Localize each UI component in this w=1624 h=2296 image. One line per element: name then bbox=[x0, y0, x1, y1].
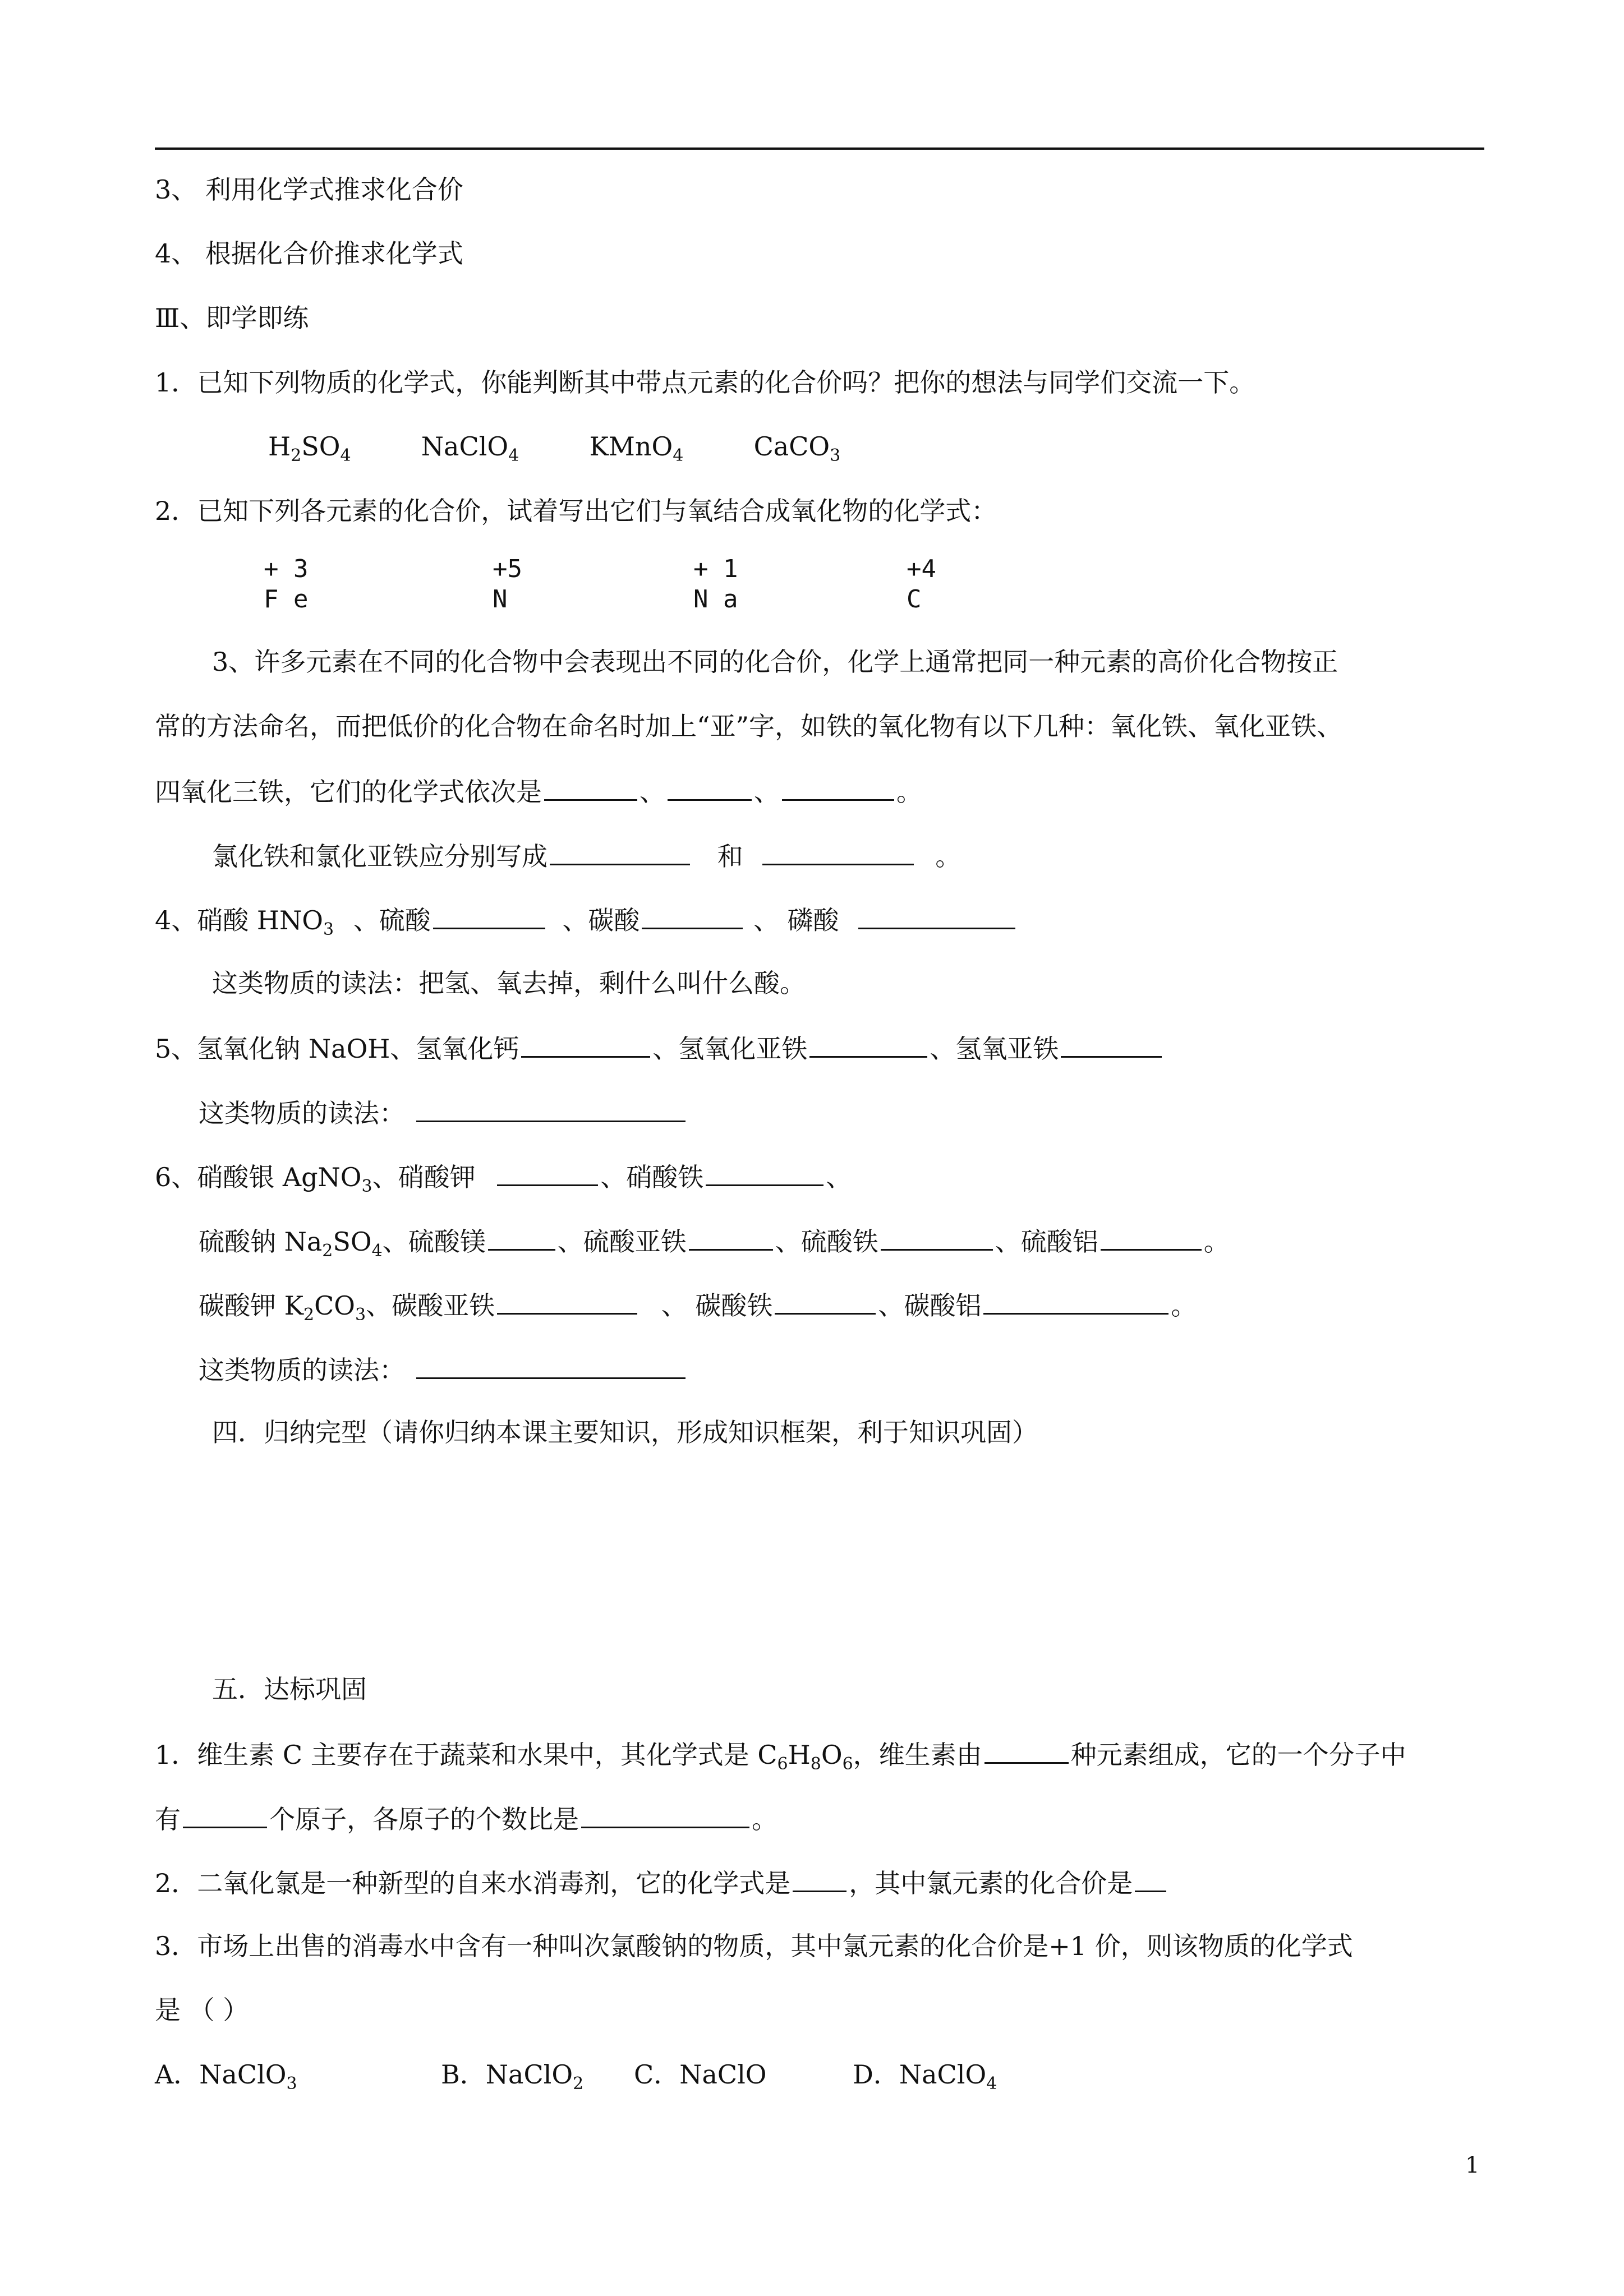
consolidation-q2: 2．二氧化氯是一种新型的自来水消毒剂，它的化学式是 ，其中氯元素的化合价是 bbox=[155, 1865, 1168, 1900]
question-5-reading: 这类物质的读法： bbox=[199, 1095, 688, 1130]
answer-blank[interactable] bbox=[416, 1352, 686, 1379]
question-4: 4、硝酸 $HNO_3$ 、硫酸 、碳酸 、 磷酸 bbox=[155, 902, 1018, 937]
answer-blank[interactable] bbox=[550, 838, 690, 865]
formula-h2so4: $H_2SO_4$ bbox=[268, 431, 351, 465]
consolidation-q3-line-1: 3．市场上出售的消毒水中含有一种叫次氯酸钠的物质，其中氯元素的化合价是+1 价，则该物质的化学式 bbox=[155, 1931, 1353, 1961]
page-number: 1 bbox=[1465, 2152, 1480, 2178]
question-6-line-3: 碳酸钾 $K_2CO_3$、碳酸亚铁 、 碳酸铁 、碳酸铝 。 bbox=[199, 1287, 1197, 1322]
practice-heading: Ⅲ、即学即练 bbox=[155, 303, 309, 333]
question-6-reading: 这类物质的读法： bbox=[199, 1352, 688, 1387]
section-3-title: 3、 利用化学式推求化合价 bbox=[155, 174, 463, 205]
question-5: 5、氢氧化钠 NaOH、氢氧化钙 、氢氧化亚铁 、氢氧亚铁 bbox=[155, 1030, 1164, 1066]
summary-heading: 四．归纳完型（请你归纳本课主要知识，形成知识框架，利于知识巩固） bbox=[212, 1417, 1038, 1447]
answer-blank[interactable] bbox=[642, 902, 743, 929]
consolidation-q1-line-2: 有 个原子，各原子的个数比是 。 bbox=[155, 1801, 778, 1836]
answer-blank[interactable] bbox=[858, 902, 1015, 929]
answer-blank[interactable] bbox=[497, 1287, 637, 1315]
answer-blank[interactable] bbox=[668, 773, 752, 801]
option-b[interactable]: B．NaClO$_2$ bbox=[441, 2059, 584, 2094]
question-3-line-3: 四氧化三铁，它们的化学式依次是 、 、 。 bbox=[155, 773, 922, 809]
answer-blank[interactable] bbox=[881, 1223, 993, 1251]
answer-blank[interactable] bbox=[983, 1287, 1168, 1315]
valence-c: +4 bbox=[907, 555, 936, 583]
valence-n: +5 bbox=[493, 555, 522, 583]
answer-blank[interactable] bbox=[521, 1030, 650, 1058]
formula-kmno4: KMnO$_4$ bbox=[589, 431, 684, 465]
question-6-line-2: 硫酸钠 $Na_2SO_4$、硫酸镁 、硫酸亚铁 、硫酸铁 、硫酸铝 。 bbox=[199, 1223, 1230, 1258]
question-2: 2．已知下列各元素的化合价，试着写出它们与氧结合成氧化物的化学式： bbox=[155, 496, 997, 526]
q1-formulas bbox=[268, 430, 840, 463]
element-c: C bbox=[907, 585, 922, 614]
header-rule bbox=[155, 147, 1484, 150]
answer-blank[interactable] bbox=[775, 1287, 876, 1315]
question-3-line-4: 氯化铁和氯化亚铁应分别写成 和 。 bbox=[212, 838, 961, 873]
question-6-line-1: 6、硝酸银 AgNO$_3$、硝酸钾 、硝酸铁 、 bbox=[155, 1159, 852, 1194]
answer-blank[interactable] bbox=[433, 902, 545, 929]
element-na: N a bbox=[693, 585, 738, 614]
formula-caco3: CaCO$_3$ bbox=[753, 431, 841, 465]
element-fe: F e bbox=[264, 585, 309, 614]
answer-blank[interactable] bbox=[984, 1736, 1069, 1764]
section-4-title: 4、 根据化合价推求化学式 bbox=[155, 238, 463, 269]
answer-blank[interactable] bbox=[1061, 1030, 1162, 1058]
question-3-line-2: 常的方法命名，而把低价的化合物在命名时加上“亚”字，如铁的氧化物有以下几种：氧化铁、氧化亚铁、 bbox=[155, 711, 1343, 741]
answer-blank[interactable] bbox=[183, 1801, 267, 1828]
answer-blank[interactable] bbox=[488, 1223, 555, 1251]
option-c[interactable]: C．NaClO bbox=[634, 2059, 767, 2090]
question-1: 1．已知下列物质的化学式，你能判断其中带点元素的化合价吗？把你的想法与同学们交流一下。 bbox=[155, 367, 1255, 398]
answer-blank[interactable] bbox=[1135, 1865, 1166, 1892]
option-d[interactable]: D．NaClO$_4$ bbox=[853, 2059, 997, 2094]
question-4-reading: 这类物质的读法：把氢、氧去掉，剩什么叫什么酸。 bbox=[212, 968, 806, 998]
answer-blank[interactable] bbox=[581, 1801, 749, 1828]
answer-blank[interactable] bbox=[706, 1159, 823, 1186]
answer-blank[interactable] bbox=[416, 1095, 686, 1122]
valence-fe: + 3 bbox=[264, 555, 309, 583]
formula-naclo4: NaClO$_4$ bbox=[421, 431, 519, 465]
answer-blank[interactable] bbox=[793, 1865, 846, 1892]
element-n: N bbox=[493, 585, 508, 614]
answer-blank[interactable] bbox=[544, 773, 637, 801]
option-a[interactable]: A．NaClO$_3$ bbox=[155, 2059, 297, 2094]
answer-blank[interactable] bbox=[762, 838, 914, 865]
answer-blank[interactable] bbox=[809, 1030, 927, 1058]
consolidation-q1-line-1: 1．维生素 C 主要存在于蔬菜和水果中，其化学式是 $C_6H_8O_6$，维生素由 种元素组成，它的一个分子中 bbox=[155, 1736, 1406, 1772]
question-3-line-1: 3、许多元素在不同的化合物中会表现出不同的化合价，化学上通常把同一种元素的高价化合物按正 bbox=[212, 647, 1338, 677]
answer-blank[interactable] bbox=[1101, 1223, 1202, 1251]
consolidation-heading: 五．达标巩固 bbox=[212, 1674, 367, 1704]
answer-blank[interactable] bbox=[782, 773, 894, 801]
valence-na: + 1 bbox=[693, 555, 738, 583]
answer-blank[interactable] bbox=[497, 1159, 598, 1186]
answer-blank[interactable] bbox=[689, 1223, 773, 1251]
consolidation-q3-line-2: 是 （ ） bbox=[155, 1995, 249, 2025]
